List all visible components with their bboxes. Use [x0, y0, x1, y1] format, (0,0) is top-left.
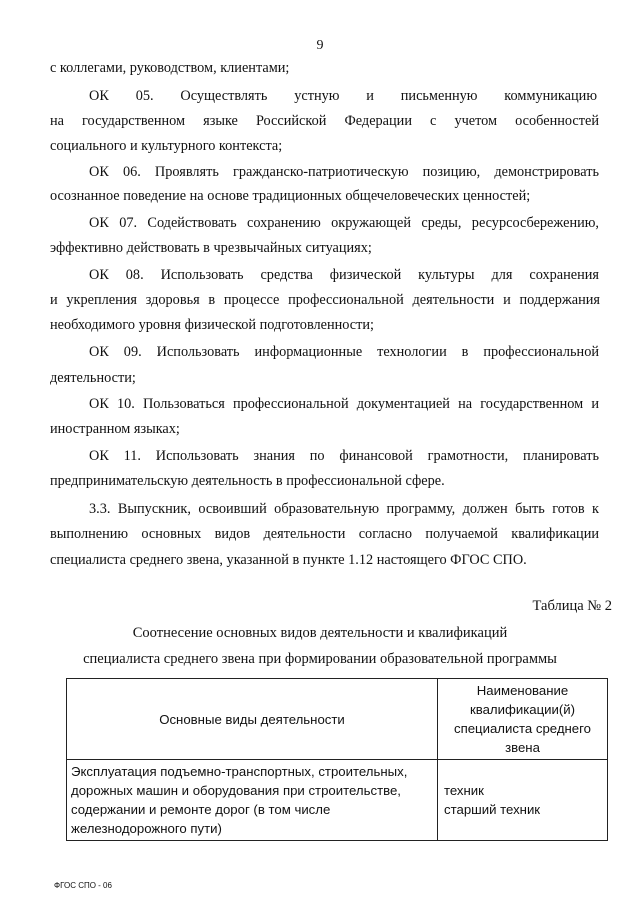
table-title-line: специалиста среднего звена при формировании образовательной программы	[83, 651, 557, 667]
text-line: предпринимательскую деятельность в профессиональной сфере.	[50, 473, 445, 489]
text-line: ОК 06. Проявлять гражданско-патриотическую позицию, демонстрировать	[89, 164, 599, 180]
text-line: ОК 05. Осуществлять устную и письменную коммуникацию	[89, 88, 597, 104]
text-line: ОК 08. Использовать средства физической культуры для сохранения	[89, 267, 599, 283]
text-line: и укрепления здоровья в процессе профессиональной деятельности и поддержания	[50, 292, 600, 308]
qualification-table	[66, 678, 608, 841]
text-line: с коллегами, руководством, клиентами;	[50, 60, 290, 76]
table-row	[67, 760, 608, 841]
text-line: иностранном языках;	[50, 421, 180, 437]
qualification-item: техник	[444, 783, 484, 798]
footer-code: ФГОС СПО - 06	[54, 881, 112, 890]
text-line: ОК 09. Использовать информационные технологии в профессиональной	[89, 344, 599, 360]
table-header-row	[67, 679, 608, 760]
text-line: необходимого уровня физической подготовленности;	[50, 317, 375, 333]
text-line: ОК 11. Использовать знания по финансовой грамотности, планировать	[89, 448, 599, 464]
text-line: осознанное поведение на основе традиционных общечеловеческих ценностей;	[50, 188, 531, 204]
text-line: специалиста среднего звена, указанной в пункте 1.12 настоящего ФГОС СПО.	[50, 552, 527, 568]
table-title-line: Соотнесение основных видов деятельности и квалификаций	[132, 625, 508, 641]
text-line: ОК 10. Пользоваться профессиональной документацией на государственном и	[89, 396, 599, 412]
text-line: 3.3. Выпускник, освоивший образовательную программу, должен быть готов к	[89, 501, 599, 517]
qualification-item: старший техник	[444, 802, 541, 817]
text-line: социального и культурного контекста;	[50, 138, 283, 154]
page-number: 9	[316, 38, 324, 53]
text-line: ОК 07. Содействовать сохранению окружающей среды, ресурсосбережению,	[89, 215, 599, 231]
text-line: деятельности;	[50, 370, 136, 386]
column-header-activities: Основные виды деятельности	[67, 679, 438, 760]
column-header-qualifications: Наименование квалификации(й) специалиста среднего звена	[438, 679, 608, 760]
text-line: эффективно действовать в чрезвычайных ситуациях;	[50, 240, 372, 256]
qualifications-cell	[438, 760, 608, 841]
text-line: на государственном языке Российской Федерации с учетом особенностей	[50, 113, 599, 129]
activity-cell: Эксплуатация подъемно-транспортных, строительных, дорожных машин и оборудования при строительстве, содержании и ремонте дорог (в том числе железнодорожного пути)	[67, 760, 438, 841]
table-number: Таблица № 2	[532, 598, 612, 614]
text-line: выполнению основных видов деятельности согласно получаемой квалификации	[50, 526, 599, 542]
